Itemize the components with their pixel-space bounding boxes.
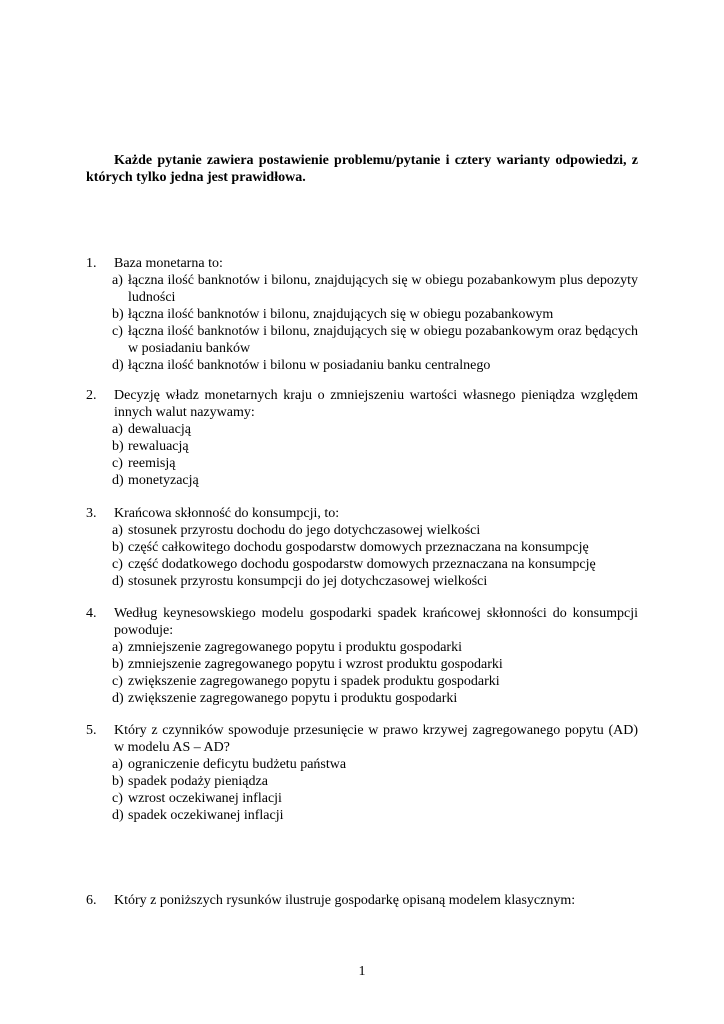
question-6 — [86, 892, 638, 909]
option-text: dewaluacją — [128, 422, 191, 437]
option-text: stosunek przyrostu konsumpcji do jej dotychczasowej wielkości — [128, 574, 488, 589]
answer-option-d — [86, 573, 638, 590]
question-stem — [86, 892, 638, 909]
option-letter: c) — [112, 791, 123, 806]
question-text: Decyzję władz monetarnych kraju o zmniejszeniu wartości własnego pieniądza względem innych walut nazywamy: — [114, 388, 638, 420]
option-letter: a) — [112, 422, 123, 437]
option-letter: d) — [112, 808, 124, 823]
question-4 — [86, 605, 638, 707]
answer-option-b — [86, 656, 638, 673]
answer-option-c — [86, 790, 638, 807]
option-text: zmniejszenie zagregowanego popytu i produktu gospodarki — [128, 640, 462, 655]
option-letter: c) — [112, 674, 123, 689]
answer-option-b — [86, 773, 638, 790]
question-5 — [86, 722, 638, 824]
answer-options — [86, 421, 638, 489]
answer-options — [86, 639, 638, 707]
option-text: zmniejszenie zagregowanego popytu i wzrost produktu gospodarki — [128, 657, 503, 672]
question-text: Baza monetarna to: — [114, 256, 223, 271]
answer-option-a — [86, 272, 638, 306]
option-text: wzrost oczekiwanej inflacji — [128, 791, 282, 806]
answer-option-c — [86, 673, 638, 690]
option-letter: b) — [112, 439, 124, 454]
answer-option-c — [86, 323, 638, 357]
question-stem — [86, 605, 638, 639]
answer-option-d — [86, 690, 638, 707]
option-letter: a) — [112, 640, 123, 655]
question-text: Który z poniższych rysunków ilustruje gospodarkę opisaną modelem klasycznym: — [114, 893, 576, 908]
answer-option-d — [86, 807, 638, 824]
question-text: Krańcowa skłonność do konsumpcji, to: — [114, 506, 340, 521]
answer-option-d — [86, 472, 638, 489]
question-number: 4. — [86, 606, 97, 621]
option-letter: c) — [112, 324, 123, 339]
answer-options — [86, 756, 638, 824]
question-text: Który z czynników spowoduje przesunięcie w prawo krzywej zagregowanego popytu (AD) w modelu AS – AD? — [114, 723, 638, 755]
option-letter: c) — [112, 557, 123, 572]
answer-options — [86, 522, 638, 590]
option-letter: c) — [112, 456, 123, 471]
option-text: część dodatkowego dochodu gospodarstw domowych przeznaczana na konsumpcję — [128, 557, 596, 572]
option-letter: b) — [112, 774, 124, 789]
option-text: monetyzacją — [128, 473, 199, 488]
question-text: Według keynesowskiego modelu gospodarki spadek krańcowej skłonności do konsumpcji powoduje: — [114, 606, 638, 638]
question-number: 5. — [86, 723, 97, 738]
option-text: zwiększenie zagregowanego popytu i produktu gospodarki — [128, 691, 458, 706]
option-text: łączna ilość banknotów i bilonu, znajdujących się w obiegu pozabankowym — [128, 307, 554, 322]
answer-options — [86, 272, 638, 374]
option-text: łączna ilość banknotów i bilonu w posiadaniu banku centralnego — [128, 358, 491, 373]
option-letter: a) — [112, 273, 123, 288]
option-letter: b) — [112, 307, 124, 322]
answer-option-a — [86, 639, 638, 656]
option-letter: b) — [112, 657, 124, 672]
option-text: zwiększenie zagregowanego popytu i spadek produktu gospodarki — [128, 674, 500, 689]
option-letter: a) — [112, 523, 123, 538]
option-text: rewaluacją — [128, 439, 189, 454]
answer-option-a — [86, 421, 638, 438]
question-3 — [86, 505, 638, 590]
question-number: 3. — [86, 506, 97, 521]
question-number: 6. — [86, 893, 97, 908]
option-letter: d) — [112, 574, 124, 589]
question-1 — [86, 255, 638, 374]
option-text: stosunek przyrostu dochodu do jego dotychczasowej wielkości — [128, 523, 481, 538]
question-stem — [86, 722, 638, 756]
option-letter: d) — [112, 691, 124, 706]
question-stem — [86, 387, 638, 421]
option-letter: a) — [112, 757, 123, 772]
option-letter: b) — [112, 540, 124, 555]
answer-option-c — [86, 455, 638, 472]
option-text: łączna ilość banknotów i bilonu, znajdujących się w obiegu pozabankowym oraz będących w posiadaniu banków — [128, 324, 638, 356]
answer-option-d — [86, 357, 638, 374]
option-letter: d) — [112, 473, 124, 488]
option-letter: d) — [112, 358, 124, 373]
option-text: część całkowitego dochodu gospodarstw domowych przeznaczana na konsumpcję — [128, 540, 589, 555]
answer-option-b — [86, 539, 638, 556]
question-stem — [86, 255, 638, 272]
option-text: spadek podaży pieniądza — [128, 774, 268, 789]
question-stem — [86, 505, 638, 522]
answer-option-a — [86, 522, 638, 539]
answer-option-b — [86, 306, 638, 323]
question-2 — [86, 387, 638, 489]
answer-option-b — [86, 438, 638, 455]
option-text: ograniczenie deficytu budżetu państwa — [128, 757, 347, 772]
instructions-text: Każde pytanie zawiera postawienie problemu/pytanie i cztery warianty odpowiedzi, z których tylko jedna jest prawidłowa. — [86, 153, 638, 185]
page-number: 1 — [358, 964, 366, 979]
option-text: łączna ilość banknotów i bilonu, znajdujących się w obiegu pozabankowym plus depozyty ludności — [128, 273, 638, 305]
instructions-paragraph — [86, 152, 638, 186]
option-text: spadek oczekiwanej inflacji — [128, 808, 284, 823]
option-text: reemisją — [128, 456, 176, 471]
answer-option-c — [86, 556, 638, 573]
answer-option-a — [86, 756, 638, 773]
question-number: 2. — [86, 388, 97, 403]
question-number: 1. — [86, 256, 97, 271]
